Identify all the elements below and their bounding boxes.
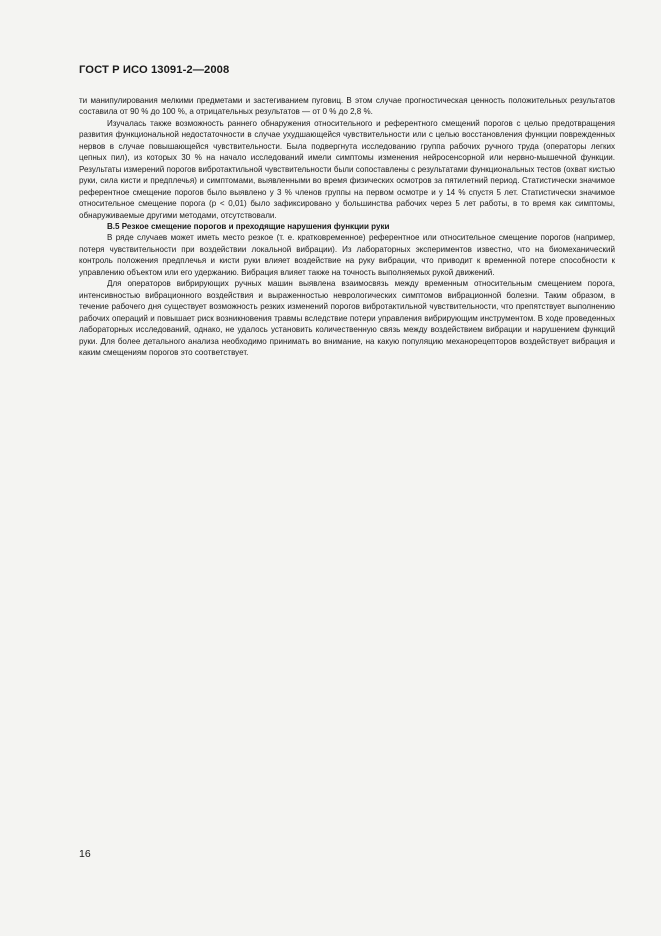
paragraph: Для операторов вибрирующих ручных машин выявлена взаимосвязь между временным относительным смещением порога, интенсивностью вибрационного воздействия и выраженностью неврологических симптомов вибрационной болезни. Таким образом, в течение рабочего дня существует возможность резких изменений порогов вибротактильной чувствительности, что препятствует выполнению рабочих операций и повышает риск возникновения травмы вследствие потери управления вибрирующим инструментом. В ходе проведенных лабораторных исследований, однако, не удалось установить количественную связь между воздействием вибрации и нарушением функций руки. Для более детального анализа необходимо принимать во внимание, на какую популяцию механорецепторов воздействует вибрация и каким смещениям порогов это соответствует. [79,279,615,357]
paragraph: Изучалась также возможность раннего обнаружения относительного и референтного смещений порогов с целью предотвращения развития функциональной недостаточности в случае ухудшающейся чувствительности или с целью восстановления функции поврежденных нервов в случае повышающейся чувствительности. Была подвергнута исследованию группа рабочих ручного труда (операторы легких цепных пил), из которых 30 % на начало исследований имели симптомы изменения нейросенсорной или нервно-мышечной функции. Результаты измерений порогов вибротактильной чувствительности были сопоставлены с результатами функциональных тестов (охват кистью руки, сила кисти и предплечья) и симптомами, выявленными во время физических осмотров за пятилетний период. Статистически значимое референтное смещение порогов было выявлено у 3 % членов группы на первом осмотре и у 14 % спустя 5 лет. Статистически значимое относительное смещение порога (p < 0,01) было зафиксировано у большинства рабочих через 5 лет работы, в то время как симптомы, обнаруживаемые другими методами, отсутствовали. [79,118,615,220]
document-header: ГОСТ Р ИСО 13091-2—2008 [79,64,230,76]
paragraph: ти манипулирования мелкими предметами и застегиванием пуговиц. В этом случае прогностическая ценность положительных результатов составила от 90 % до 100 %, а отрицательных результатов — от 0 % до 2,8 %. [79,96,615,117]
paragraph: В ряде случаев может иметь место резкое (т. е. кратковременное) референтное или относительное смещение порогов (например, потеря чувствительности при воздействии локальной вибрации). Из лабораторных экспериментов известно, что на биомеханический контроль положения предплечья и кисти руки влияет воздействие на руку вибрации, что приводит к временной потере способности к управлению объектом или его удержанию. Вибрация влияет также на точность выполняемых рукой движений. [79,233,615,277]
document-body [79,95,615,358]
page-number: 16 [79,848,91,860]
section-heading: В.5 Резкое смещение порогов и преходящие нарушения функции руки [107,221,390,231]
